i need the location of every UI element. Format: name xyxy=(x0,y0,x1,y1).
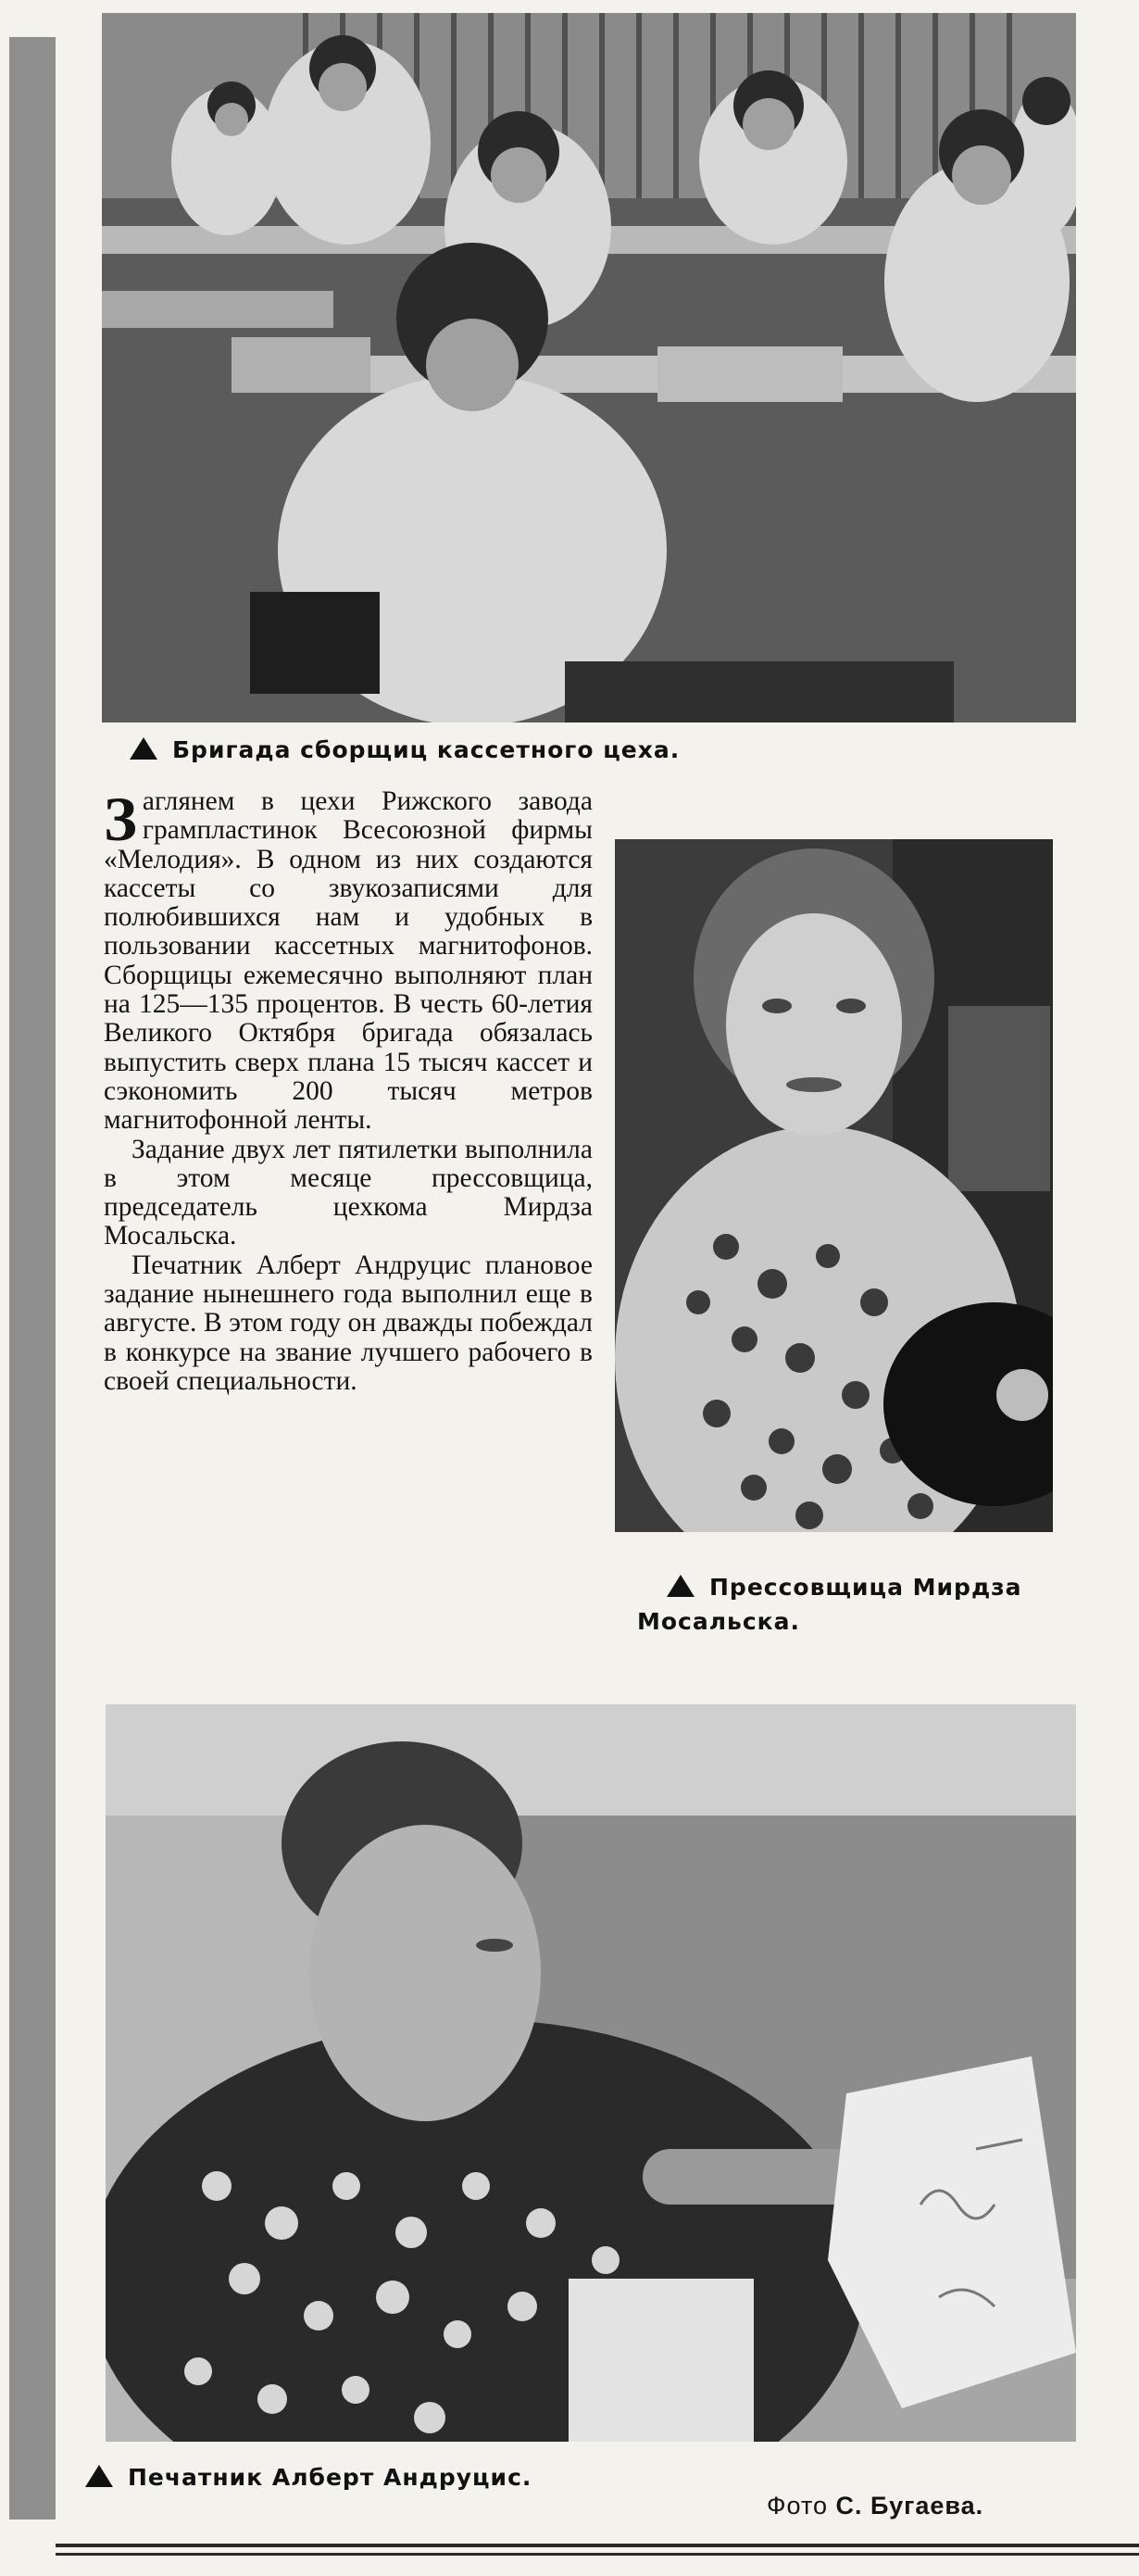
bottom-rule-top xyxy=(56,2544,1139,2547)
pressworker-caption xyxy=(667,1572,1022,1603)
article-paragraph-1 xyxy=(104,784,593,1136)
printer-caption xyxy=(85,2462,532,2494)
pressworker-caption-line2: Мосальска. xyxy=(637,1608,801,1635)
photo-credit xyxy=(767,2492,983,2520)
brigade-caption xyxy=(130,735,680,766)
printer-photo xyxy=(106,1704,1076,2442)
drop-cap: З xyxy=(104,784,137,854)
article-paragraph-2: Задание двух лет пятилетки выполнила в этом месяце прессовщица, председатель цехкома Мирдза Мосальска. xyxy=(104,1134,593,1251)
printer-caption-text: Печатник Алберт Андруцис. xyxy=(128,2464,532,2491)
triangle-marker-icon xyxy=(130,737,157,760)
brigade-caption-text: Бригада сборщиц кассетного цеха. xyxy=(172,736,681,763)
triangle-marker-icon xyxy=(667,1575,695,1597)
photo-credit-name: С. Бугаева. xyxy=(835,2492,984,2519)
pressworker-caption-line1: Прессовщица Мирдза xyxy=(709,1574,1022,1601)
page-margin-strip xyxy=(9,37,56,2519)
article-body xyxy=(104,784,593,1396)
photo-credit-prefix: Фото xyxy=(767,2492,829,2519)
article-paragraph-1-text: аглянем в цехи Рижского завода грампластинок Всесоюзной фирмы «Мелодия». В одном из них создаются кассеты со звукозаписями для полюбившихся нам и удобных в пользовании кассетных магнитофонов. Сборщицы ежемесячно выполняют план на 125—135 процентов. В честь 60-летия Великого Октября бригада обязалась выпустить сверх плана 15 тысяч кассет и сэкономить 200 тысяч метров магнитофонной ленты. xyxy=(104,786,593,1136)
triangle-marker-icon xyxy=(85,2465,113,2487)
bottom-rule-bottom xyxy=(56,2553,1139,2556)
article-paragraph-3: Печатник Алберт Андруцис плановое задание нынешнего года выполнил еще в августе. В этом году он дважды побеждал в конкурсе на звание лучшего рабочего в своей специальности. xyxy=(104,1250,593,1396)
pressworker-photo xyxy=(615,839,1053,1532)
pressworker-caption-cont xyxy=(637,1606,800,1638)
brigade-photo xyxy=(102,13,1076,723)
